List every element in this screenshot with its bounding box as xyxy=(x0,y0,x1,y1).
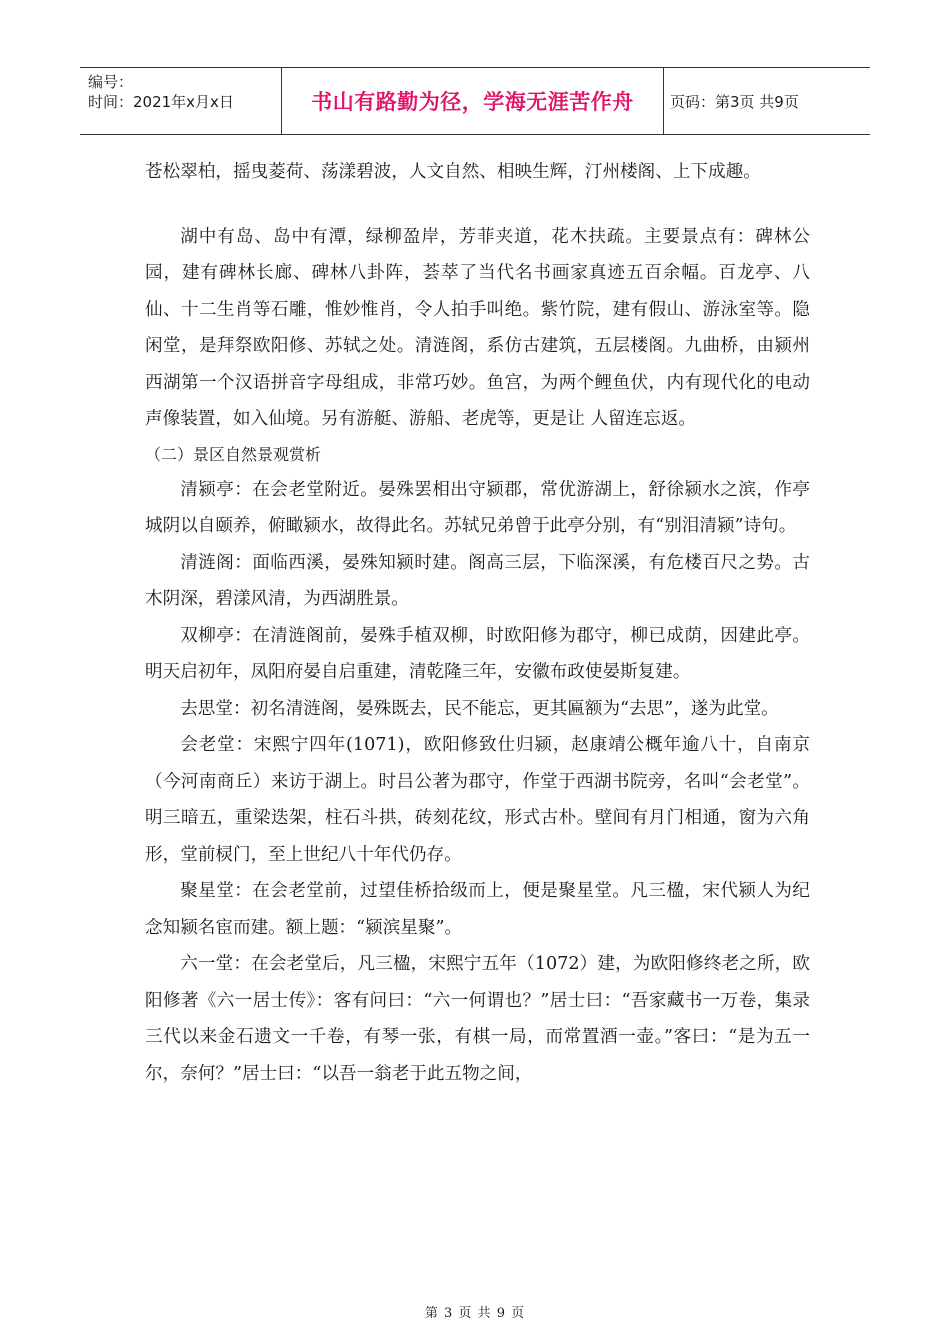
paragraph-qusi-hall: 去思堂：初名清涟阁，晏殊既去，民不能忘，更其匾额为“去思”，遂为此堂。 xyxy=(180,698,779,719)
paragraph-shuangliu-pavilion: 双柳亭：在清涟阁前，晏殊手植双柳，时欧阳修为郡守，柳已成荫，因建此亭。明天启初年，凤阳府晏自启重建，清乾隆三年，安徽布政使晏斯复建。 xyxy=(145,625,810,682)
page-footer: 第 3 页 共 9 页 xyxy=(424,1306,526,1321)
paragraph-qingying-pavilion: 清颍亭：在会老堂附近。晏殊罢相出守颍郡，常优游湖上，舒徐颍水之滨，作亭城阴以自颐养，俯瞰颍水，故得此名。苏轼兄弟曾于此亭分别，有“别泪清颍”诗句。 xyxy=(145,479,810,536)
document-body xyxy=(145,154,810,1092)
paragraph-liuyi-hall: 六一堂：在会老堂后，凡三楹，宋熙宁五年（1072）建，为欧阳修终老之所，欧阳修著《六一居士传》：客有问曰：“六一何谓也？”居士曰：“吾家藏书一万卷，集录三代以来金石遗文一千卷，有琴一张，有棋一局，而常置酒一壶。”客曰：“是为五一尔，奈何？”居士曰：“以吾一翁老于此五物之间， xyxy=(145,954,810,1084)
header-motto: 书山有路勤为径，学海无涯苦作舟 xyxy=(282,68,664,134)
paragraph-qinglian-pavilion: 清涟阁：面临西溪，晏殊知颍时建。阁高三层，下临深溪，有危楼百尺之势。古木阴深，碧漾风清，为西湖胜景。 xyxy=(145,552,810,609)
number-label: 编号： xyxy=(88,73,134,91)
section-heading: （二）景区自然景观赏析 xyxy=(145,444,322,464)
paragraph-juxing-hall: 聚星堂：在会老堂前，过望佳桥拾级而上，便是聚星堂。凡三楹，宋代颍人为纪念知颍名宦而建。额上题：“颍滨星聚”。 xyxy=(145,881,810,938)
page-header xyxy=(80,67,870,135)
header-meta xyxy=(80,68,282,134)
paragraph-lake-attractions: 湖中有岛、岛中有潭，绿柳盈岸，芳菲夹道，花木扶疏。主要景点有：碑林公园，建有碑林长廊、碑林八卦阵，荟萃了当代名书画家真迹五百余幅。百龙亭、八仙、十二生肖等石雕，惟妙惟肖，令人拍手叫绝。紫竹院，建有假山、游泳室等。隐闲堂，是拜祭欧阳修、苏轼之处。清涟阁，系仿古建筑，五层楼阁。九曲桥，由颍州西湖第一个汉语拼音字母组成，非常巧妙。鱼宫，为两个鲤鱼伏，内有现代化的电动声像装置，如入仙境。另有游艇、游船、老虎等，更是让 人留连忘返。 xyxy=(145,226,810,429)
paragraph-huilao-hall: 会老堂：宋熙宁四年(1071)，欧阳修致仕归颍，赵康靖公概年逾八十，自南京（今河南商丘）来访于湖上。时吕公著为郡守，作堂于西湖书院旁，名叫“会老堂”。明三暗五，重梁迭架，柱石斗拱，砖刻花纹，形式古朴。壁间有月门相通，窗为六角形，堂前棂门，至上世纪八十年代仍存。 xyxy=(145,735,810,865)
header-page-info: 页码：第3页 共9页 xyxy=(670,92,799,111)
paragraph-intro-continued: 苍松翠柏，摇曳菱荷、荡漾碧波，人文自然、相映生辉，汀州楼阁、上下成趣。 xyxy=(145,162,761,182)
time-label: 时间：2021年x月x日 xyxy=(88,93,234,111)
